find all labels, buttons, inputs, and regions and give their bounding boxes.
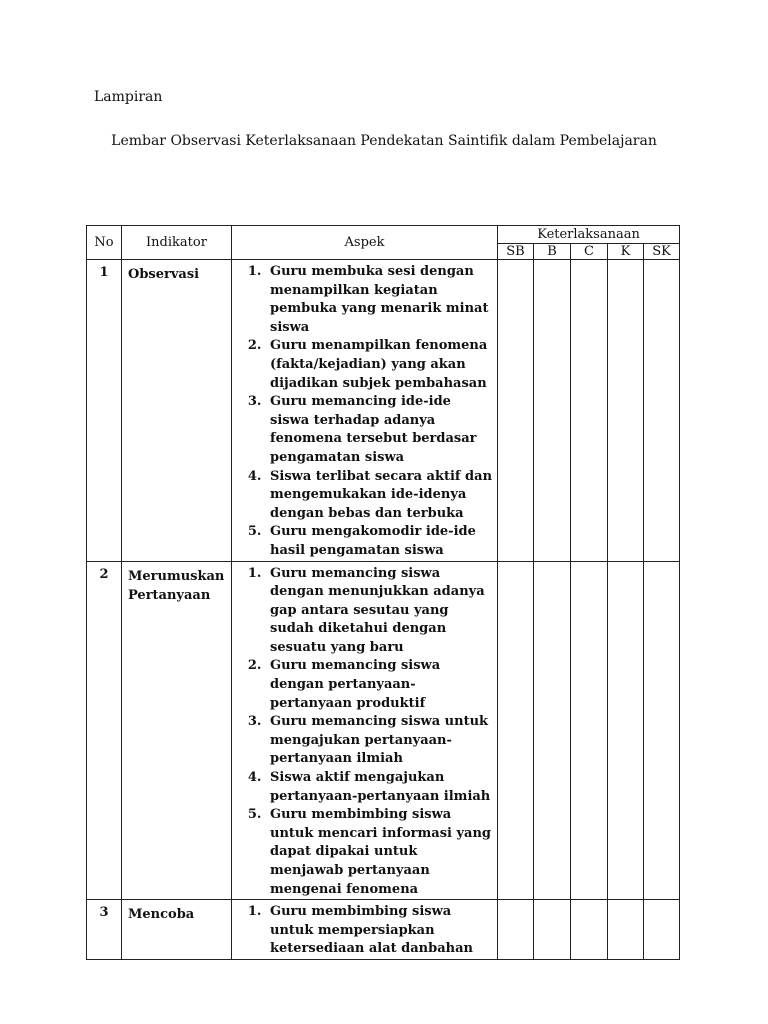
cell-c[interactable] [571,561,608,900]
observation-table [86,225,680,960]
header-keterlaksanaan: Keterlaksanaan [498,226,680,244]
aspect-item: 1. Guru membimbing siswa untuk mempersiapkan ketersediaan alat danbahan [266,903,493,959]
aspect-item: 2. Guru memancing siswa dengan pertanyaan-pertanyaan produktif [266,657,493,713]
table-row [87,260,680,562]
row-number: 1 [87,260,122,562]
aspect-item: 3. Guru memancing siswa untuk mengajukan pertanyaan-pertanyaan ilmiah [266,713,493,769]
header-aspek: Aspek [232,226,498,260]
document-title: Lembar Observasi Keterlaksanaan Pendekatan Saintifik dalam Pembelajaran [111,133,657,149]
cell-sb[interactable] [498,260,534,562]
aspect-item: 4. Siswa terlibat secara aktif dan mengemukakan ide-idenya dengan bebas dan terbuka [266,468,493,524]
cell-b[interactable] [534,561,571,900]
table-row [87,900,680,960]
row-indikator: Merumuskan Pertanyaan [122,561,232,900]
row-indikator: Mencoba [122,900,232,960]
cell-c[interactable] [571,260,608,562]
cell-b[interactable] [534,900,571,960]
header-scale-c: C [571,244,608,260]
cell-sb[interactable] [498,561,534,900]
aspect-item: 1. Guru membuka sesi dengan menampilkan kegiatan pembuka yang menarik minat siswa [266,263,493,337]
header-scale-k: K [608,244,644,260]
header-scale-sb: SB [498,244,534,260]
row-aspek [232,900,498,960]
header-no: No [87,226,122,260]
header-scale-sk: SK [644,244,680,260]
cell-c[interactable] [571,900,608,960]
aspect-item: 2. Guru menampilkan fenomena (fakta/kejadian) yang akan dijadikan subjek pembahasan [266,337,493,393]
header-scale-b: B [534,244,571,260]
row-number: 2 [87,561,122,900]
cell-k[interactable] [608,561,644,900]
aspect-item: 3. Guru memancing ide-ide siswa terhadap adanya fenomena tersebut berdasar pengamatan siswa [266,393,493,467]
row-number: 3 [87,900,122,960]
appendix-label: Lampiran [94,89,163,105]
cell-k[interactable] [608,260,644,562]
row-indikator: Observasi [122,260,232,562]
cell-sb[interactable] [498,900,534,960]
cell-sk[interactable] [644,260,680,562]
aspect-item: 5. Guru membimbing siswa untuk mencari informasi yang dapat dipakai untuk menjawab pertanyaan mengenai fenomena [266,806,493,899]
aspect-item: 5. Guru mengakomodir ide-ide hasil pengamatan siswa [266,523,493,560]
cell-k[interactable] [608,900,644,960]
row-aspek [232,561,498,900]
cell-b[interactable] [534,260,571,562]
header-indikator: Indikator [122,226,232,260]
cell-sk[interactable] [644,900,680,960]
table-row [87,561,680,900]
cell-sk[interactable] [644,561,680,900]
row-aspek [232,260,498,562]
aspect-item: 1. Guru memancing siswa dengan menunjukkan adanya gap antara sesutau yang sudah diketahui dengan sesuatu yang baru [266,565,493,658]
aspect-item: 4. Siswa aktif mengajukan pertanyaan-pertanyaan ilmiah [266,769,493,806]
